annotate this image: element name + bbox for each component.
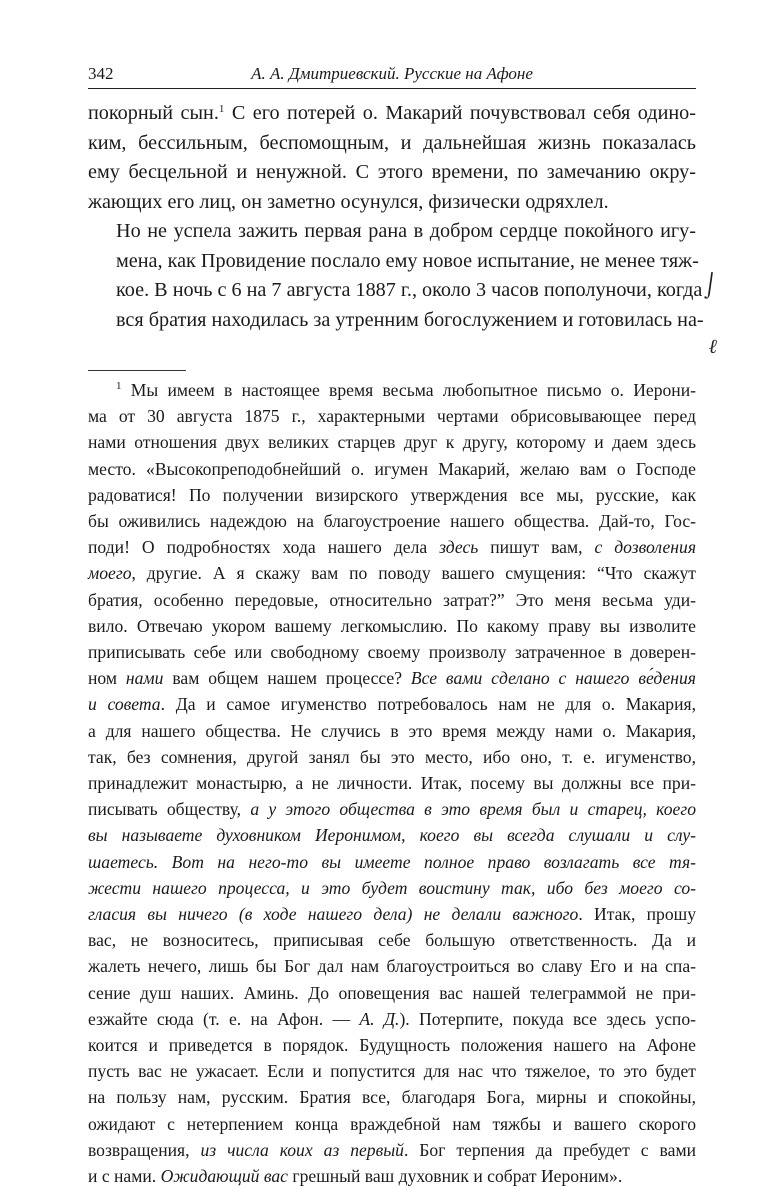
footnote-line: сение душ наших. Аминь. До оповещения вас нашей телеграммой не при- (88, 982, 696, 1003)
italic-text: из числа коих аз первый (200, 1139, 404, 1160)
italic-text: гласия вы ничего (в ходе нашего дела) не делали важного (88, 904, 579, 925)
running-title: А. А. Дмитриевский. Русские на Афоне (251, 64, 533, 83)
paragraph-2-line: кое. В ночь с 6 на 7 августа 1887 г., около 3 часов пополуночи, когда (116, 279, 703, 301)
footnote-separator (88, 370, 186, 371)
footnote-line: вас, не возноситесь, приписывая себе большую ответственность. Да и (88, 930, 696, 951)
italic-text: и совета (88, 694, 161, 715)
paragraph-1 (88, 99, 696, 217)
italic-text: а у этого общества в это время был и старец, коего (250, 799, 696, 820)
italic-text: нами (125, 668, 164, 689)
italic-text: шаетесь. Вот на него-то вы имеете полное право возлагать все тя- (88, 851, 696, 872)
footnote-line: пусть вас не ужасает. Если и попустится для нас что тяжелое, то это будет (88, 1061, 696, 1082)
footnote-line: на пользу нам, русским. Братия все, благодаря Бога, мирны и спокойны, (88, 1087, 696, 1108)
footnote-line: возвращения, из числа коих аз первый. Бог терпения да пребудет с вами (88, 1139, 696, 1160)
footnote-line: гласия вы ничего (в ходе нашего дела) не делали важного. Итак, прошу (88, 904, 696, 925)
footnote-line: место. «Высокопреподобнейший о. игумен Макарий, желаю вам о Господе (88, 458, 696, 479)
footnote-line: приписывать себе или свободному своему произволу затраченное в доверен- (88, 642, 696, 663)
running-header (88, 62, 696, 89)
footnote-line: братия, особенно передовые, относительно затрат?” Это меня весьма уди- (88, 589, 696, 610)
paragraph-2-line: вся братия находилась за утренним богослужением и готовилась на- (116, 308, 704, 331)
footnote-line: а для нашего общества. Не случись в это время между нами о. Макария, (88, 720, 696, 741)
margin-mark-bracket: ⌡ (701, 271, 720, 299)
footnote-line: поди! О подробностях хода нашего дела здесь пишут вам, с дозволения (88, 537, 696, 558)
margin-mark-letter: ℓ (709, 336, 718, 358)
italic-text: вы называете духовником Иеронимом, коего вы всегда слушали и слу- (88, 825, 696, 846)
italic-text: Все вами сделано с нашего ве́дения (410, 668, 696, 689)
page-number: 342 (88, 64, 114, 83)
book-page (88, 62, 704, 1189)
italic-text: А. Д. (359, 1008, 400, 1029)
footnote-line: $^1$ Мы имеем в настоящее время весьма любопытное письмо о. Иерони- (116, 380, 696, 400)
footnote-line: ожидают с нетерпением конца враждебной нам тяжбы и вашего скорого (88, 1113, 696, 1134)
footnote-line: ном нами вам общем нашем процессе? Все вами сделано с нашего ве́дения (88, 668, 696, 689)
footnote-line: так, без сомнения, другой занял бы это место, ибо оно, т. е. игуменство, (88, 746, 696, 767)
footnote-line (88, 849, 696, 875)
footnote-line: бы оживились надеждою на благоустроение нашего общества. Дай-то, Гос- (88, 511, 696, 532)
footnote-1 (88, 377, 696, 1189)
paragraph-2-line: мена, как Провидение послало ему новое испытание, не менее тяж- (116, 249, 699, 272)
footnote-line (88, 822, 696, 848)
footnote-ref[interactable]: 1 (218, 103, 225, 115)
footnote-line: жалеть нечего, лишь бы Бог дал нам благоустроиться во славу Его и на спа- (88, 956, 696, 977)
paragraph-2 (88, 217, 704, 335)
italic-text: с дозволения (594, 537, 696, 558)
footnote-line: езжайте сюда (т. е. на Афон. — А. Д.). Потерпите, покуда все здесь успо- (88, 1008, 696, 1029)
footnote-line: писывать обществу, а у этого общества в это время был и старец, коего (88, 799, 696, 820)
italic-text: Ожидающий вас (160, 1166, 288, 1187)
italic-text: жести нашего процесса, и это будет воистину так, ибо без моего со- (88, 877, 696, 898)
italic-text: здесь (439, 537, 479, 558)
footnote-line: вило. Отвечаю укором вашему легкомыслию. По какому праву вы изволите (88, 615, 696, 636)
paragraph-1-line: ким, бессильным, беспомощным, и дальнейшая жизнь показалась (88, 131, 696, 154)
footnote-line: и совета. Да и самое игуменство потребовалось нам не для о. Макария, (88, 694, 697, 715)
paragraph-1-line: жающих его лиц, он заметно осунулся, физически одряхлел. (88, 190, 609, 213)
footnote-line: принадлежит монастырю, а не личности. Итак, посему вы должны все при- (88, 773, 696, 794)
main-text (88, 99, 704, 335)
footnote-line: радоватися! По получении визирского утверждения все мы, русские, как (88, 484, 696, 505)
footnote-line: и с нами. Ожидающий вас грешный ваш духовник и собрат Иероним». (88, 1166, 623, 1187)
paragraph-1-line: ему бесцельной и ненужной. С этого времени, по замечанию окру- (88, 161, 696, 183)
footnote-line: ма от 30 августа 1875 г., характерными чертами обрисовывающее перед (88, 406, 696, 427)
footnote-line: коится и приведется в порядок. Будущность положения нашего на Афоне (88, 1035, 696, 1056)
footnote-line (88, 875, 696, 901)
footnote-marker: 1 (116, 380, 122, 392)
footnote-line: нами отношения двух великих старцев друг к другу, которому и даем здесь (88, 432, 696, 453)
footnote-line: моего, другие. А я скажу вам по поводу вашего смущения: “Что скажут (88, 563, 696, 584)
italic-text: моего (88, 563, 132, 584)
paragraph-1-line: покорный сын.$^1$ С его потерей о. Макарий почувствовал себя одино- (88, 102, 696, 124)
paragraph-2-line: Но не успела зажить первая рана в добром сердце покойного игу- (116, 220, 696, 242)
